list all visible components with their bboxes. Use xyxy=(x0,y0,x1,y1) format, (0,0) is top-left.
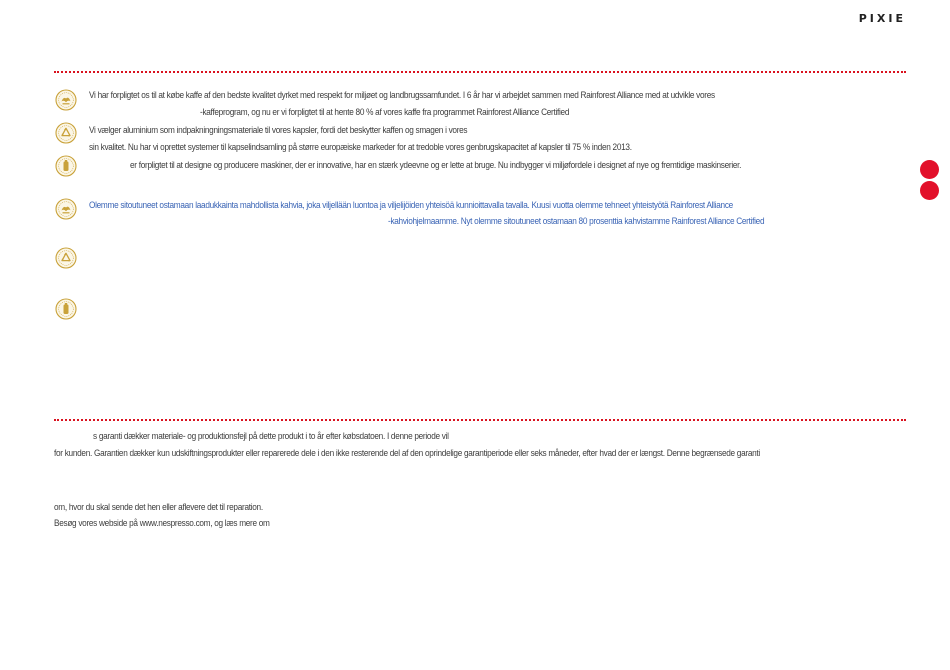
capsule-badge-icon xyxy=(55,298,77,320)
danish-text-line: Vi har forpligtet os til at købe kaffe af den bedste kvalitet dyrket med respekt for miljøet og landbrugssamfundet. I 6 år har vi arbejdet sammen med Rainforest Alliance med at udvikle vores xyxy=(89,90,715,101)
brand-logo: PIXIE xyxy=(858,12,906,25)
rainforest-alliance-seal-icon xyxy=(55,89,77,111)
warranty-text-line: Besøg vores webside på www.nespresso.com, og læs mere om xyxy=(54,518,270,529)
danish-text-line: Vi vælger aluminium som indpakningningsmateriale til vores kapsler, fordi det beskytter kaffen og smagen i vores xyxy=(89,125,468,136)
warranty-text-line: om, hvor du skal sende det hen eller aflevere det til reparation. xyxy=(54,502,263,513)
recycling-seal-icon xyxy=(55,122,77,144)
red-dot-marker-1 xyxy=(920,160,939,179)
warranty-text-line: for kunden. Garantien dækker kun udskiftningsprodukter eller reparerede dele i den ikke resterende del af den oprindelige garantiperiode eller seks måneder, efter hvad der er længst. Denne begrænsede garanti xyxy=(54,448,760,459)
red-dot-marker-2 xyxy=(920,181,939,200)
danish-text-line: er forpligtet til at designe og producere maskiner, der er innovative, har en stærk ydeevne og er lette at bruge. Nu indbygger vi miljøfordele i designet af nye og fremtidige maskinserier. xyxy=(130,160,742,171)
finnish-text-line: Olemme sitoutuneet ostamaan laadukkainta mahdollista kahvia, joka viljellään luontoa ja viljelijöiden yhteisöä kunnioittavalla tavalla. Kuusi vuotta olemme tehneet yhteistyötä Rainforest Alliance xyxy=(89,200,733,211)
dotted-divider-top xyxy=(54,71,906,73)
finnish-text-line: -kahviohjelmaamme. Nyt olemme sitoutuneet ostamaan 80 prosenttia kahvistamme Rainforest Alliance Certified xyxy=(388,216,765,227)
warranty-text-line: s garanti dækker materiale- og produktionsfejl på dette produkt i to år efter købsdatoen. I denne periode vil xyxy=(93,431,449,442)
dotted-divider-bottom xyxy=(54,419,906,421)
recycling-seal-icon xyxy=(55,247,77,269)
capsule-badge-icon xyxy=(55,155,77,177)
rainforest-alliance-seal-icon xyxy=(55,198,77,220)
danish-text-line: -kaffeprogram, og nu er vi forpligtet til at hente 80 % af vores kaffe fra programmet Rainforest Alliance Certified xyxy=(200,107,570,118)
danish-text-line: sin kvalitet. Nu har vi oprettet systemer til kapselindsamling på større europæiske markeder for at tredoble vores genbrugskapacitet af kapsler til 75 % inden 2013. xyxy=(89,142,632,153)
